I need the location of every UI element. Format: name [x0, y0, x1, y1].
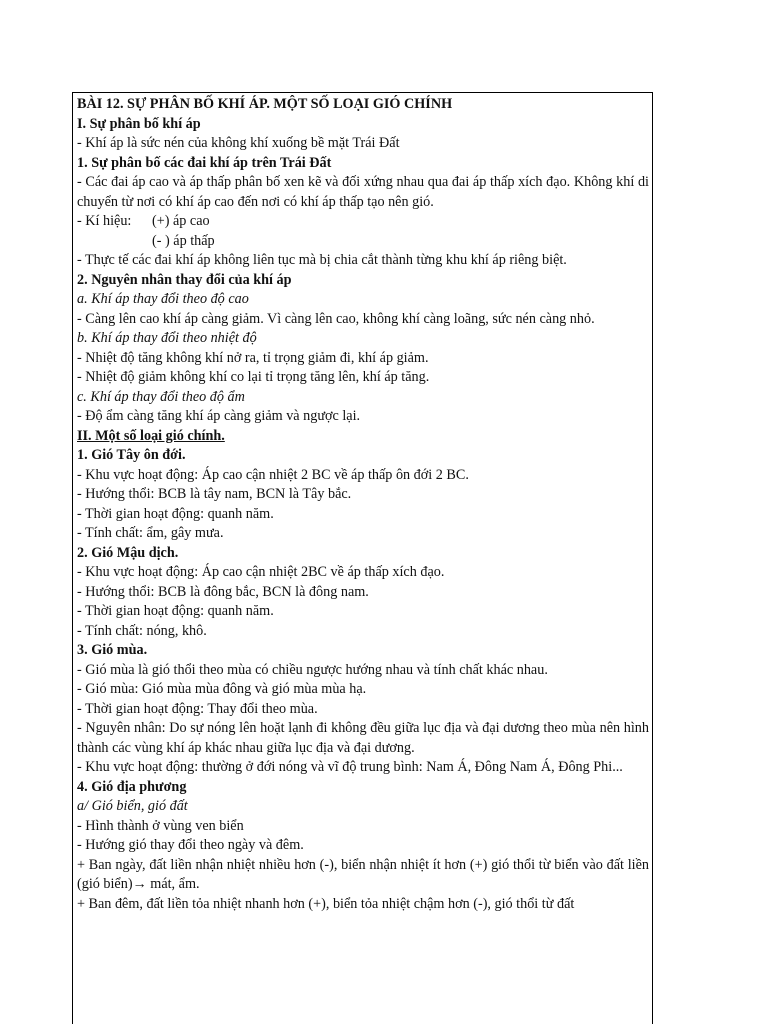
wind-1-line: - Khu vực hoạt động: Áp cao cận nhiệt 2 BC về áp thấp ôn đới 2 BC.: [77, 466, 469, 483]
wind-2-line: - Khu vực hoạt động: Áp cao cận nhiệt 2BC về áp thấp xích đạo.: [77, 564, 445, 580]
wind-4-line: + Ban ngày, đất liền nhận nhiệt nhiều hơn (-), biển nhận nhiệt ít hơn (+) gió thổi từ biển vào đất liền (gió biển)→ mát, ẩm.: [77, 856, 649, 892]
document-content: [73, 93, 652, 914]
cause-b-title: b. Khí áp thay đổi theo nhiệt độ: [77, 330, 257, 346]
wind-2-title: 2. Gió Mậu dịch.: [77, 544, 179, 561]
wind-1-line: - Hướng thổi: BCB là tây nam, BCN là Tây bắc.: [77, 486, 352, 502]
pressure-belts-paragraph: - Các đai áp cao và áp thấp phân bố xen kẽ và đối xứng nhau qua đai áp thấp xích đạo. Không khí di chuyển từ nơi có khí áp cao đến nơi có khí áp thấp tạo nên gió.: [77, 174, 649, 210]
wind-4-subtitle: a/ Gió biển, gió đất: [77, 798, 188, 814]
wind-3-line: - Gió mùa: Gió mùa mùa đông và gió mùa mùa hạ.: [77, 681, 367, 697]
pressure-definition: - Khí áp là sức nén của không khí xuống bề mặt Trái Đất: [77, 135, 400, 151]
wind-3-line: - Khu vực hoạt động: thường ở đới nóng và vĩ độ trung bình: Nam Á, Đông Nam Á, Đông Phi...: [77, 759, 623, 775]
wind-3-line: - Nguyên nhân: Do sự nóng lên hoặt lạnh đi không đều giữa lục địa và đại dương theo mùa nên hình thành các vùng khí áp khác nhau giữa lục địa và đại dương.: [77, 720, 649, 756]
wind-3-line: - Thời gian hoạt động: Thay đổi theo mùa.: [77, 700, 318, 717]
cause-a-title: a. Khí áp thay đổi theo độ cao: [77, 291, 249, 307]
symbol-label: - Kí hiệu:: [77, 213, 132, 229]
wind-1-title: 1. Gió Tây ôn đới.: [77, 447, 186, 463]
wind-4-line: - Hướng gió thay đổi theo ngày và đêm.: [77, 837, 304, 853]
subsection-1-1-heading: 1. Sự phân bố các đai khí áp trên Trái Đất: [77, 154, 332, 171]
wind-4-line: + Ban đêm, đất liền tỏa nhiệt nhanh hơn (+), biển tỏa nhiệt chậm hơn (-), gió thổi từ đất: [77, 895, 575, 912]
lesson-title: BÀI 12. SỰ PHÂN BỐ KHÍ ÁP. MỘT SỐ LOẠI GIÓ CHÍNH: [77, 96, 453, 112]
section-2-heading: II. Một số loại gió chính.: [77, 427, 225, 444]
pressure-belts-reality: - Thực tế các đai khí áp không liên tục mà bị chia cắt thành từng khu khí áp riêng biệt.: [77, 252, 567, 268]
wind-2-line: - Thời gian hoạt động: quanh năm.: [77, 603, 274, 619]
section-1-heading: I. Sự phân bố khí áp: [77, 115, 201, 132]
cause-c-text: - Độ ẩm càng tăng khí áp càng giảm và ngược lại.: [77, 408, 361, 424]
subsection-1-2-heading: 2. Nguyên nhân thay đổi của khí áp: [77, 271, 292, 288]
cause-b-text-2: - Nhiệt độ giảm không khí co lại tỉ trọng tăng lên, khí áp tăng.: [77, 369, 430, 385]
symbol-high: (+) áp cao: [152, 213, 210, 229]
cause-c-title: c. Khí áp thay đổi theo độ ẩm: [77, 388, 245, 405]
wind-1-line: - Tính chất: ẩm, gây mưa.: [77, 525, 224, 541]
document-page: [72, 92, 653, 1024]
cause-b-text-1: - Nhiệt độ tăng không khí nở ra, tỉ trọng giảm đi, khí áp giảm.: [77, 349, 429, 366]
wind-3-line: - Gió mùa là gió thổi theo mùa có chiều ngược hướng nhau và tính chất khác nhau.: [77, 661, 548, 678]
symbol-low: (- ) áp thấp: [152, 232, 215, 249]
wind-4-line: - Hình thành ở vùng ven biển: [77, 817, 244, 834]
wind-1-line: - Thời gian hoạt động: quanh năm.: [77, 505, 274, 522]
wind-4-title: 4. Gió địa phương: [77, 778, 187, 795]
wind-2-line: - Tính chất: nóng, khô.: [77, 622, 207, 639]
wind-3-title: 3. Gió mùa.: [77, 642, 148, 658]
cause-a-text: - Càng lên cao khí áp càng giảm. Vì càng lên cao, không khí càng loãng, sức nén càng nhỏ.: [77, 310, 595, 327]
symbol-line-1: [77, 212, 649, 232]
wind-2-line: - Hướng thổi: BCB là đông bắc, BCN là đông nam.: [77, 583, 369, 600]
